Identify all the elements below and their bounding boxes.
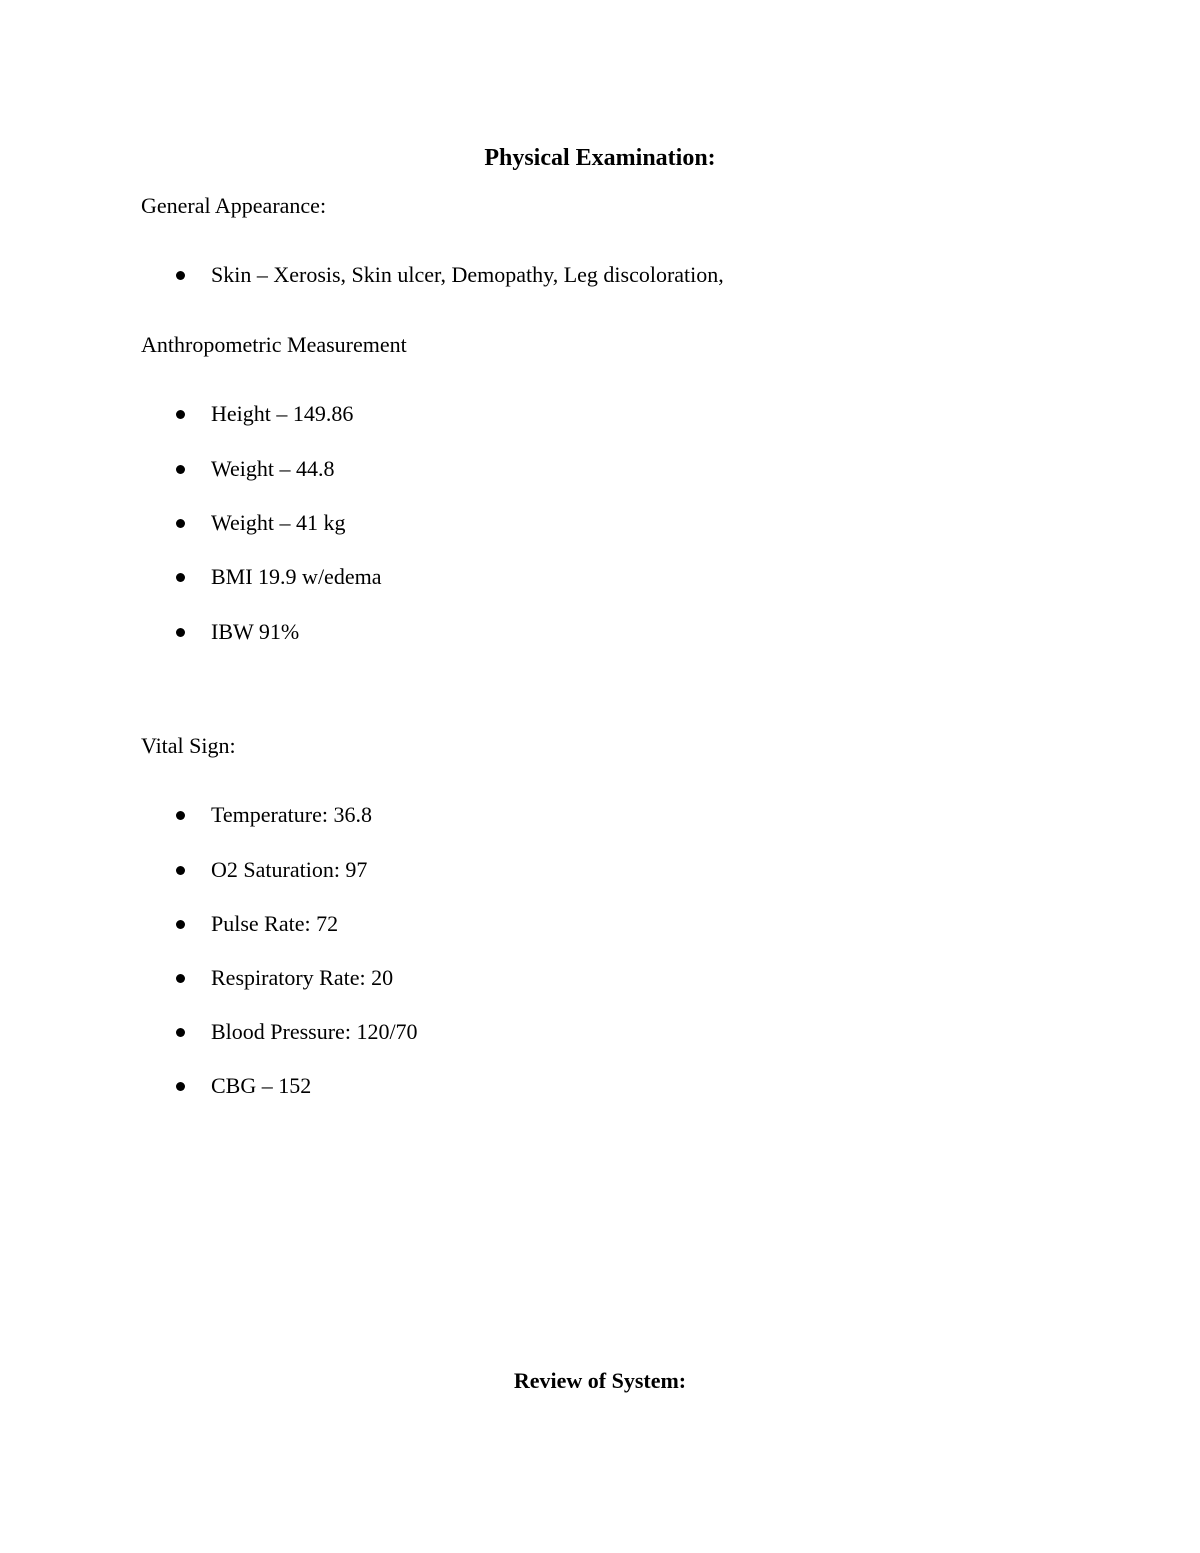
list-item [0, 261, 1200, 289]
bullet-icon [176, 811, 185, 820]
vital-sign-item: CBG – 152 [211, 1073, 312, 1098]
bullet-icon [176, 573, 185, 582]
anthropometric-item: BMI 19.9 w/edema [211, 564, 382, 589]
anthropometric-item: IBW 91% [211, 619, 300, 644]
bullet-icon [176, 866, 185, 875]
general-appearance-item: Skin – Xerosis, Skin ulcer, Demopathy, Leg discoloration, [211, 262, 724, 287]
anthropometric-label: Anthropometric Measurement [141, 332, 407, 357]
vital-sign-item: Blood Pressure: 120/70 [211, 1019, 418, 1044]
vital-sign-item: Temperature: 36.8 [211, 802, 372, 827]
bullet-icon [176, 271, 185, 280]
bullet-icon [176, 465, 185, 474]
anthropometric-item: Weight – 44.8 [211, 456, 335, 481]
bullet-icon [176, 1082, 185, 1091]
bullet-icon [176, 628, 185, 637]
bullet-icon [176, 519, 185, 528]
bullet-icon [176, 920, 185, 929]
bullet-icon [176, 1028, 185, 1037]
page-title: Physical Examination: [484, 145, 716, 171]
anthropometric-item: Weight – 41 kg [211, 510, 346, 535]
list-item [0, 1018, 1200, 1046]
list-item [0, 1072, 1200, 1100]
list-item [0, 856, 1200, 884]
bullet-icon [176, 974, 185, 983]
list-item [0, 400, 1200, 428]
list-item [0, 509, 1200, 537]
vital-sign-item: Respiratory Rate: 20 [211, 965, 394, 990]
general-appearance-label: General Appearance: [141, 193, 327, 218]
vital-sign-item: O2 Saturation: 97 [211, 857, 368, 882]
list-item [0, 964, 1200, 992]
list-item [0, 801, 1200, 829]
vital-sign-item: Pulse Rate: 72 [211, 911, 339, 936]
bullet-icon [176, 410, 185, 419]
list-item [0, 455, 1200, 483]
list-item [0, 910, 1200, 938]
list-item [0, 618, 1200, 646]
list-item [0, 563, 1200, 591]
review-of-system-title: Review of System: [513, 1368, 687, 1393]
vital-sign-label: Vital Sign: [141, 733, 236, 758]
anthropometric-item: Height – 149.86 [211, 401, 354, 426]
